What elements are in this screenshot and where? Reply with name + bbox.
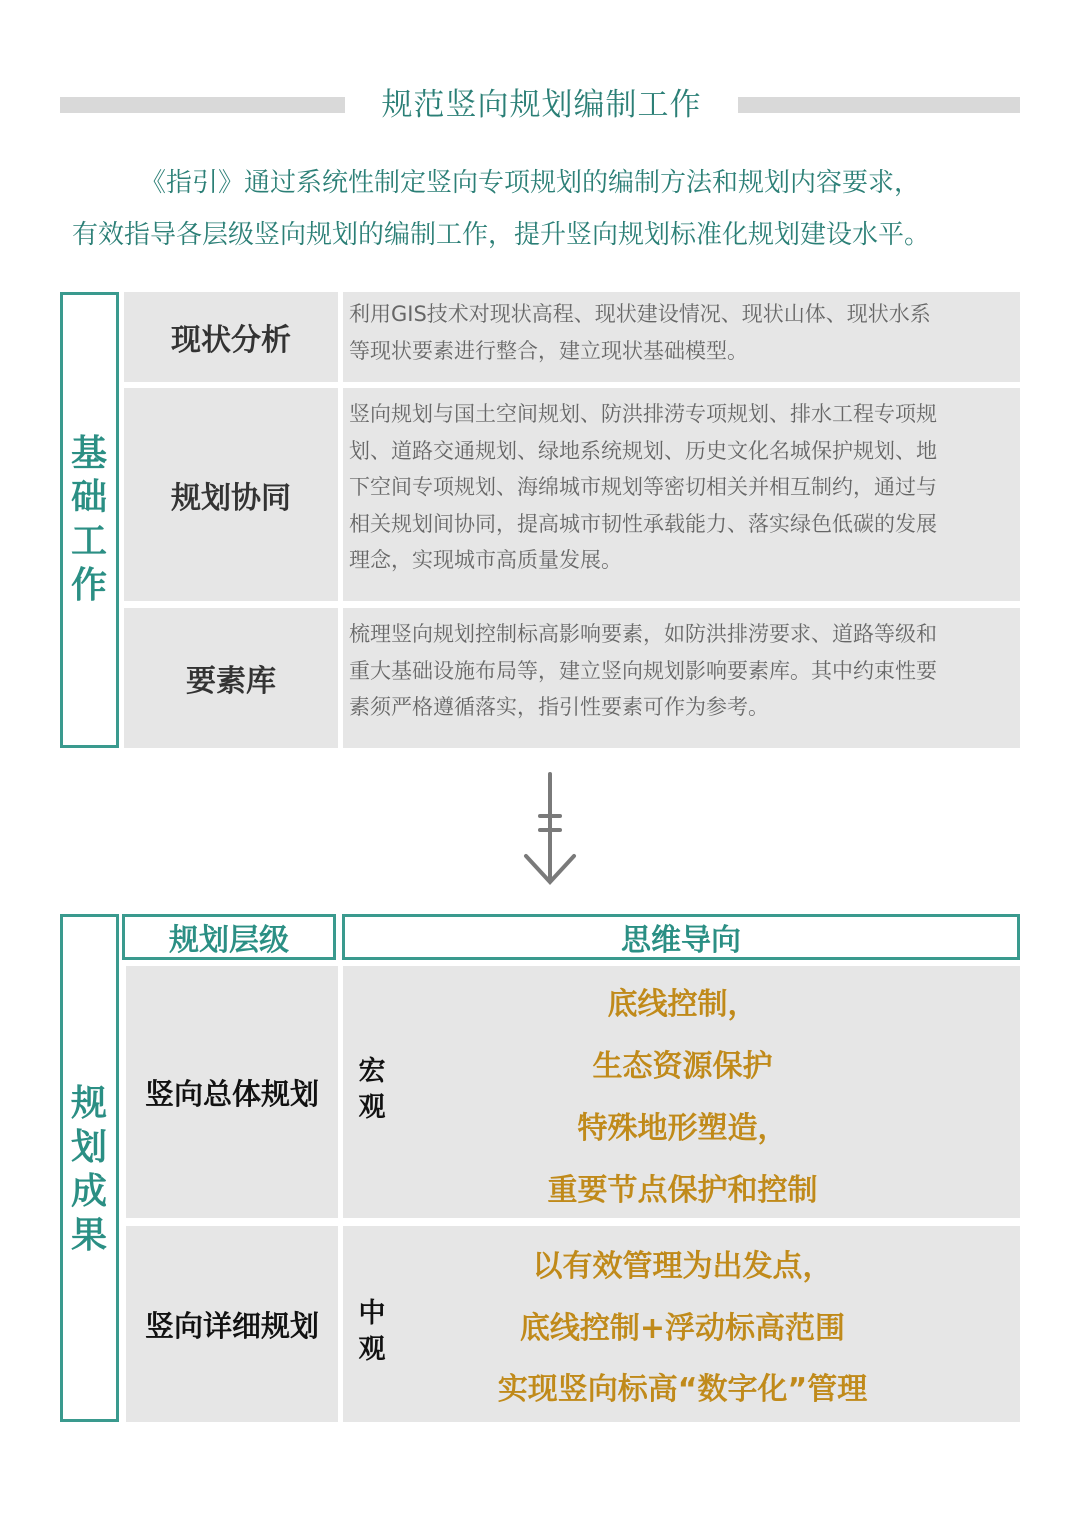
orientation-line: 底线控制+浮动标高范围: [519, 1311, 846, 1346]
foundation-row-title: 要素库: [124, 608, 338, 748]
title-bar-left: [60, 97, 345, 113]
desc-line: 重大基础设施布局等，建立竖向规划影响要素库。其中约束性要: [349, 658, 937, 683]
foundation-row-desc: [343, 292, 1020, 382]
result-level-name: 竖向详细规划: [126, 1226, 338, 1422]
orientation-line: 生态资源保护: [592, 1049, 773, 1084]
header-orientation: 思维导向: [342, 914, 1020, 960]
desc-line: 相关规划间协同，提高城市韧性承载能力、落实绿色低碳的发展: [349, 511, 937, 536]
orientation-line: 重要节点保护和控制: [547, 1173, 818, 1208]
title-bar-right: [738, 97, 1020, 113]
intro-line-1: 《指引》通过系统性制定竖向专项规划的编制方法和规划内容要求，: [140, 168, 921, 198]
desc-line: 划、道路交通规划、绿地系统规划、历史文化名城保护规划、地: [349, 438, 937, 463]
foundation-row-desc: [343, 388, 1020, 601]
results-group-label: 规划成果: [70, 1083, 107, 1256]
desc-line: 竖向规划与国土空间规划、防洪排涝专项规划、排水工程专项规: [349, 402, 937, 426]
desc-line: 梳理竖向规划控制标高影响要素，如防洪排涝要求、道路等级和: [349, 622, 937, 646]
desc-line: 等现状要素进行整合，建立现状基础模型。: [349, 338, 748, 363]
result-scale: 宏观: [358, 1056, 386, 1123]
result-scale: 中观: [358, 1298, 386, 1365]
orientation-line: 底线控制，: [607, 987, 758, 1022]
desc-line: 利用GIS技术对现状高程、现状建设情况、现状山体、现状水系: [349, 302, 931, 326]
foundation-row-title: 现状分析: [124, 292, 338, 382]
foundation-row-desc: [343, 608, 1020, 748]
header-level: 规划层级: [122, 914, 336, 960]
desc-line: 理念，实现城市高质量发展。: [349, 548, 622, 572]
desc-line: 素须严格遵循落实，指引性要素可作为参考。: [349, 695, 769, 719]
foundation-group-label: 基础工作: [70, 433, 107, 606]
orientation-line: 以有效管理为出发点，: [532, 1249, 833, 1284]
down-arrow-icon: [520, 770, 580, 895]
orientation-line: 特殊地形塑造，: [577, 1111, 788, 1146]
intro-line-2: 有效指导各层级竖向规划的编制工作，提升竖向规划标准化规划建设水平。: [72, 220, 931, 250]
orientation-line: 实现竖向标高“数字化”管理: [497, 1372, 868, 1407]
result-level-name: 竖向总体规划: [126, 966, 338, 1218]
page-title: 规范竖向规划编制工作: [381, 87, 702, 123]
desc-line: 下空间专项规划、海绵城市规划等密切相关并相互制约，通过与: [349, 475, 937, 499]
foundation-row-title: 规划协同: [124, 388, 338, 601]
